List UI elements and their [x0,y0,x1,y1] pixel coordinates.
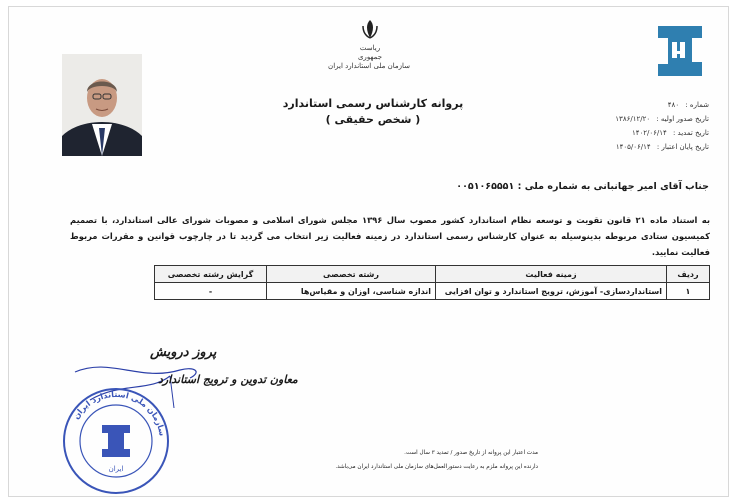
stamp-ring-text: سازمان ملی استاندارد ایران [71,389,167,437]
cell-row-number: ۱ [667,283,710,300]
stamp-logo-icon [102,425,130,457]
col-header-subspecialty: گرایش رشته تخصصی [155,266,267,283]
meta-issue [569,112,709,126]
signatory-name: پروز درویش [150,345,217,360]
meta-renew [569,126,709,140]
cell-specialty: اندازه شناسی، اوزان و مقیاس‌ها [267,283,436,300]
emblem-line-1: ریاست جمهوری [357,44,383,61]
body-paragraph: به استناد ماده ۲۱ قانون تقویت و توسعه نظام استاندارد کشور مصوب سال ۱۳۹۶ مجلس شورای اسلامی و مصوبات شورای عالی استاندارد، با تصمیم کمیسیون ستادی مربوطه بدینوسیله به عنوان کارشناس رسمی استاندارد در زمینه فعالیت زیر انتخاب می گردید تا در چارچوب قوانین و مقررات مربوط فعالیت نمایید. [70,215,710,257]
holder-photo [62,54,142,156]
meta-expiry-label: تاریخ پایان اعتبار : [656,143,709,151]
meta-renew-label: تاریخ تمدید : [672,129,709,137]
table-header-row [155,266,710,283]
col-header-activity: زمینه فعالیت [436,266,667,283]
footnotes [318,446,538,474]
meta-expiry-value: ۱۴۰۵/۰۶/۱۴ [615,143,651,151]
table-row [155,283,710,300]
certificate-meta [569,98,709,154]
national-emblem [328,18,410,70]
activity-table [154,265,710,300]
meta-issue-value: ۱۳۸۶/۱۲/۲۰ [615,115,651,123]
official-stamp [60,385,172,497]
title-line-1: پروانه کارشناس رسمی استاندارد [282,97,464,110]
standard-logo-icon [652,22,708,80]
emblem-line-2: سازمان ملی استاندارد ایران [328,62,410,70]
col-header-specialty: رشته تخصصی [267,266,436,283]
certificate-title [248,96,498,128]
meta-issue-label: تاریخ صدور اولیه : [656,115,709,123]
stamp-inner-text: ایران [108,465,124,473]
holder-line: جناب آقای امیر جهانبانی به شماره ملی : ۰۰۵۱۰۶۵۵۵۱ [456,181,709,192]
meta-renew-value: ۱۴۰۲/۰۶/۱۴ [631,129,667,137]
signatory-title: معاون تدوین و ترویج استاندارد [158,373,298,386]
meta-expiry [569,140,709,154]
meta-number [569,98,709,112]
meta-number-value: ۴۸۰ [667,101,680,109]
footnote-line-2: دارنده این پروانه ملزم به رعایت دستورالعمل‌های سازمان ملی استاندارد ایران می‌باشد. [335,464,538,470]
emblem-icon [359,18,381,40]
col-header-row-number: ردیف [667,266,710,283]
cell-subspecialty: - [155,283,267,300]
meta-number-label: شماره : [685,101,709,109]
cell-activity: استانداردسازی- آموزش، ترویج استاندارد و توان افزایی [436,283,667,300]
footnote-line-1: مدت اعتبار این پروانه از تاریخ صدور / تمدید ۳ سال است. [404,450,538,456]
title-line-2: ( شخص حقیقی ) [325,113,421,126]
